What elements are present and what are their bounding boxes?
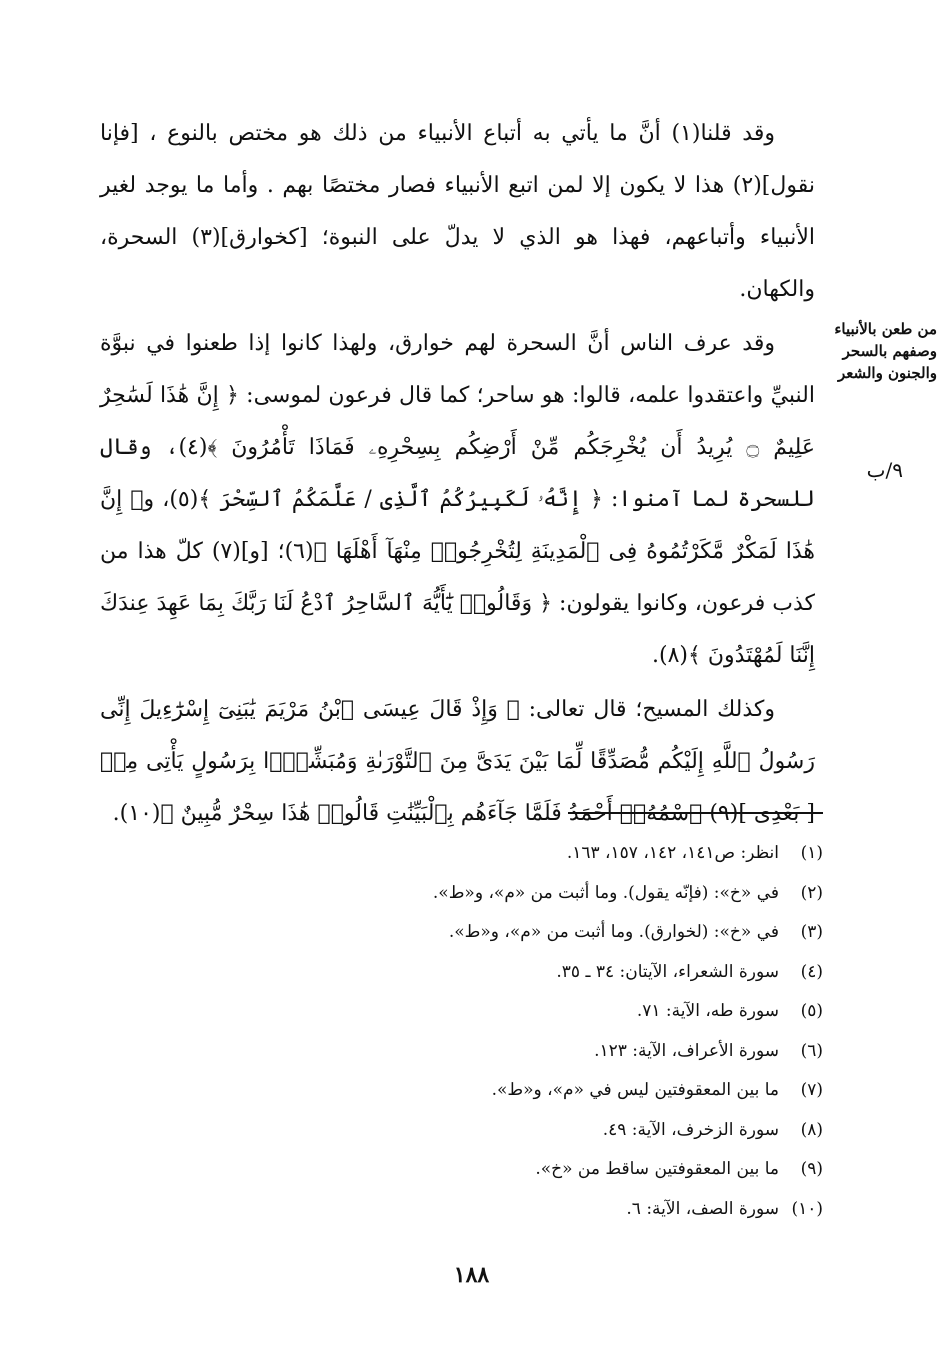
manuscript-folio-marker: ٩/ب <box>866 458 903 482</box>
footnote-number: (١٠) <box>791 1198 823 1219</box>
footnote-text: في «خ»: (فإنّه يقول). وما أثبت من «م»، و«ط». <box>432 882 779 903</box>
footnote-number: (٤) <box>800 961 823 982</box>
footnote-text: انظر: ص١٤١، ١٤٢، ١٥٧، ١٦٣. <box>566 843 779 863</box>
footnote-4 <box>123 953 823 993</box>
margin-heading: من طعن بالأنبياء وصفهم بالسحر والجنون والشعر <box>834 320 937 382</box>
footnotes-list <box>123 834 823 1229</box>
footnote-number: (٨) <box>800 1119 823 1140</box>
footnote-2 <box>123 874 823 914</box>
footnote-6 <box>123 1032 823 1072</box>
footnote-number: (٥) <box>800 1001 823 1021</box>
footnote-1 <box>123 834 823 874</box>
footnote-8 <box>123 1111 823 1151</box>
footnote-number: (٧) <box>800 1080 823 1100</box>
footnote-5 <box>123 992 823 1032</box>
footnote-text: سورة الصف، الآية: ٦. <box>626 1198 779 1219</box>
footnote-3 <box>123 913 823 953</box>
footnote-number: (٣) <box>800 922 823 942</box>
footnote-number: (٢) <box>800 882 823 903</box>
footnote-text: سورة الأعراف، الآية: ١٢٣. <box>594 1040 779 1061</box>
footnote-number: (١) <box>800 843 823 863</box>
paragraph-2: وقد عرف الناس أنَّ السحرة لهم خوارق، ولهذا كانوا إذا طعنوا في نبوَّة النبيِّ واعتقدوا علمه، قالوا: هو ساحر؛ كما قال فرعون لموسى: ﴿ إِنَّ هَٰذَا لَسَٰحِرٌ عَلِيمٌ ۝ يُرِيدُ أَن يُخْرِجَكُم مِّنْ أَرْضِكُم بِسِحْرِهِۦ فَمَاذَا تَأْمُرُونَ ﴾(٤)، وقال للسحرة لما آمنوا: ﴿ إِنَّهُۥ لَكَبِيرُكُمُ ٱلَّذِى / عَلَّمَكُمُ ٱلسِّحْرَ ﴾(٥)، و﴿ إِنَّ هَٰذَا لَمَكْرٌ مَّكَرْتُمُوهُ فِى ٱلْمَدِينَةِ لِتُخْرِجُوا۟ مِنْهَآ أَهْلَهَا ﴾(٦)؛ [و](٧) كلّ هذا من كذب فرعون، وكانوا يقولون: ﴿ وَقَالُوا۟ يَٰٓأَيُّهَ ٱلسَّاحِرُ ٱدْعُ لَنَا رَبَّكَ بِمَا عَهِدَ عِندَكَ إِنَّنَا لَمُهْتَدُونَ ﴾(٨). <box>100 331 816 668</box>
footnote-text: ما بين المعقوفتين ساقط من «خ». <box>535 1159 779 1179</box>
footnote-7 <box>123 1071 823 1111</box>
footnote-text: في «خ»: (لخوارق). وما أثبت من «م»، و«ط». <box>448 922 779 942</box>
footnote-separator <box>568 812 823 814</box>
footnote-text: سورة طه، الآية: ٧١. <box>636 1001 779 1021</box>
footnote-text: سورة الزخرف، الآية: ٤٩. <box>602 1119 779 1140</box>
footnote-9 <box>123 1150 823 1190</box>
main-text <box>100 108 815 840</box>
paragraph-3: وكذلك المسيح؛ قال تعالى: ﴿ وَإِذْ قَالَ عِيسَى ٱبْنُ مَرْيَمَ يَٰبَنِىٓ إِسْرَٰٓءِيلَ إِنِّى رَسُولُ ٱللَّهِ إِلَيْكُم مُّصَدِّقًا لِّمَا بَيْنَ يَدَىَّ مِنَ ٱلتَّوْرَىٰةِ وَمُبَشِّرًۢا بِرَسُولٍ يَأْتِى مِنۢ [ بَعْدِى ](٩) ٱسْمُهُۥٓ أَحْمَدُ فَلَمَّا جَآءَهُم بِٱلْبَيِّنَٰتِ قَالُوا۟ هَٰذَا سِحْرٌ مُّبِينٌ ﴾(١٠). <box>100 697 815 826</box>
page-number: ١٨٨ <box>453 1262 490 1288</box>
footnote-number: (٩) <box>800 1159 823 1179</box>
footnote-number: (٦) <box>800 1040 823 1061</box>
footnote-10 <box>123 1190 823 1230</box>
footnote-text: سورة الشعراء، الآيتان: ٣٤ ـ ٣٥. <box>556 961 779 982</box>
footnote-text: ما بين المعقوفتين ليس في «م»، و«ط». <box>491 1080 779 1100</box>
paragraph-1: وقد قلنا(١) أنَّ ما يأتي به أتباع الأنبياء من ذلك هو مختص بالنوع ، [فإنا نقول](٢) هذا لا يكون إلا لمن اتبع الأنبياء فصار مختصًا بهم . وأما ما يوجد لغير الأنبياء وأتباعهم، فهذا هو الذي لا يدلّ على النبوة؛ [كخوارق](٣) السحرة، والكهان. <box>100 121 815 302</box>
